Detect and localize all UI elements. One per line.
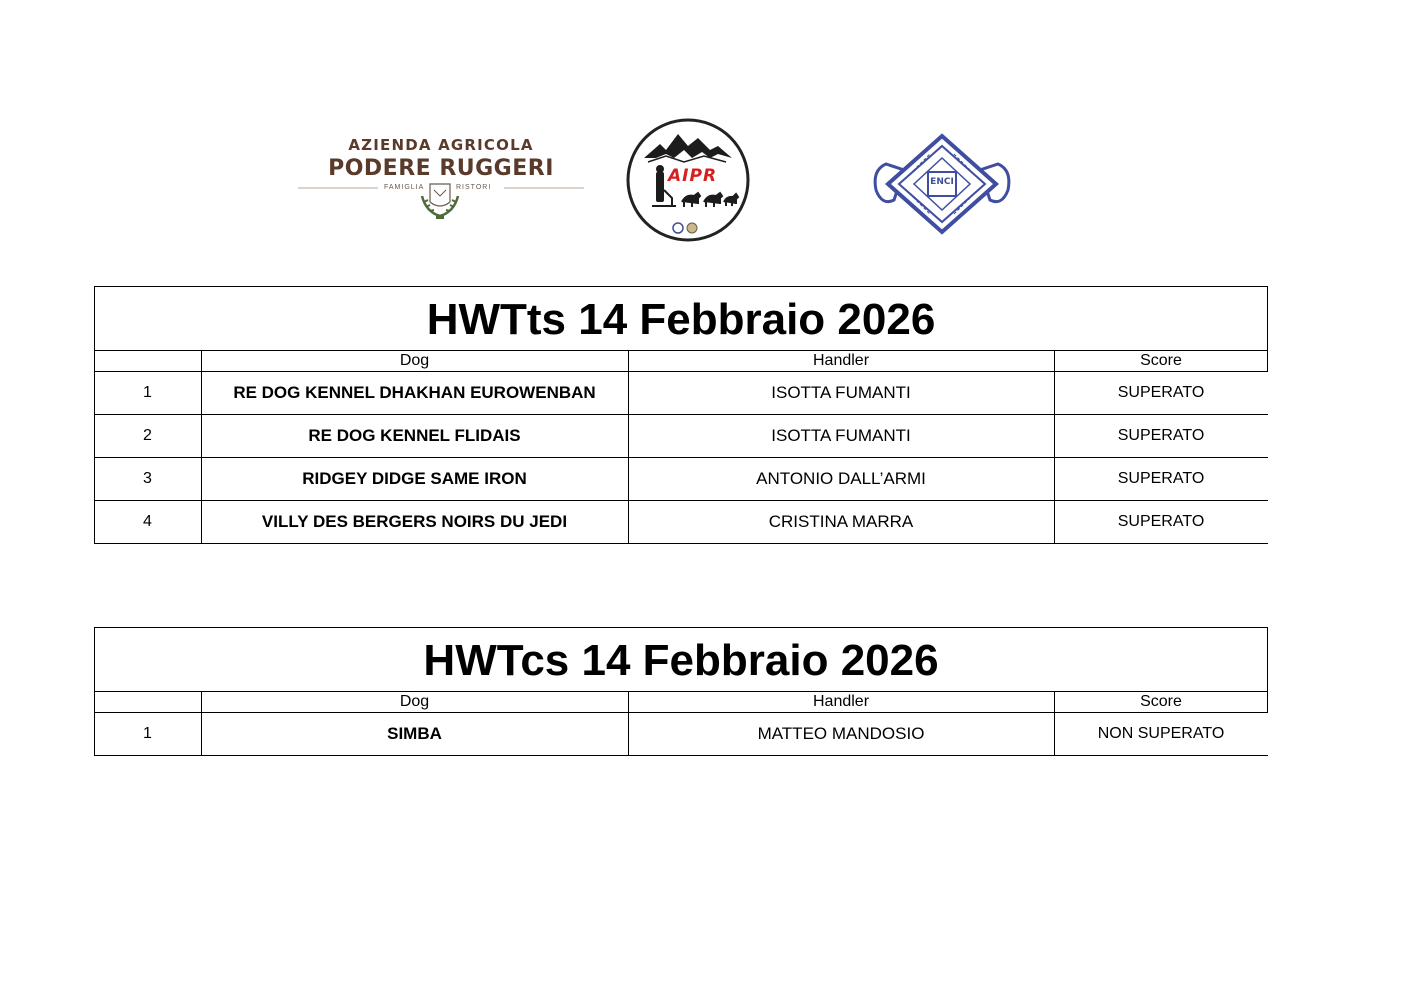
row-number: 3 xyxy=(143,470,152,487)
column-header-dog: Dog xyxy=(399,351,430,369)
column-header-handler: Handler xyxy=(812,351,870,369)
table-title-box xyxy=(94,286,1268,351)
table-title-box xyxy=(94,627,1268,692)
podere-ruggeri-logo xyxy=(298,128,584,224)
results-table-hwtts xyxy=(94,286,1268,543)
dog-name: RE DOG KENNEL FLIDAIS xyxy=(308,426,521,445)
handler-name: ANTONIO DALL’ARMI xyxy=(756,469,926,488)
column-header-score: Score xyxy=(1140,351,1182,369)
score-value: SUPERATO xyxy=(1117,427,1205,444)
podere-shield-icon xyxy=(418,176,462,222)
grid-line xyxy=(94,350,95,543)
table-header-row xyxy=(94,691,1268,712)
podere-logo-line1: AZIENDA AGRICOLA xyxy=(348,136,534,154)
score-value: SUPERATO xyxy=(1117,384,1205,401)
grid-line xyxy=(1267,691,1268,712)
dog-name: RE DOG KENNEL DHAKHAN EUROWENBAN xyxy=(233,383,596,402)
table-header-row xyxy=(94,350,1268,371)
table-row xyxy=(94,501,1268,544)
handler-name: CRISTINA MARRA xyxy=(768,512,914,531)
grid-line xyxy=(628,350,629,543)
table-body xyxy=(94,371,1268,544)
grid-line xyxy=(201,691,202,756)
grid-line xyxy=(201,350,202,543)
grid-line xyxy=(1054,691,1055,756)
grid-line xyxy=(628,691,629,756)
table-row xyxy=(94,372,1268,415)
column-header-handler: Handler xyxy=(812,692,870,710)
grid-line xyxy=(1054,350,1055,543)
grid-line xyxy=(94,691,95,756)
handler-name: ISOTTA FUMANTI xyxy=(771,383,911,402)
table-row xyxy=(94,458,1268,501)
column-header-dog: Dog xyxy=(399,692,430,710)
row-number: 2 xyxy=(143,427,152,444)
grid-line xyxy=(1267,350,1268,371)
podere-logo-line2: PODERE RUGGERI xyxy=(328,156,554,181)
enci-logo-letters: ENCI xyxy=(930,177,954,187)
enci-logo xyxy=(872,130,1012,238)
table-row xyxy=(94,713,1268,756)
dog-name: SIMBA xyxy=(387,724,442,743)
podere-logo-sub-right: RISTORI xyxy=(456,184,492,191)
aipr-logo xyxy=(626,118,750,242)
table-title: HWTts 14 Febbraio 2026 xyxy=(426,294,936,344)
score-value: SUPERATO xyxy=(1117,513,1205,530)
table-title: HWTcs 14 Febbraio 2026 xyxy=(423,635,939,685)
handler-name: MATTEO MANDOSIO xyxy=(757,724,925,743)
handler-name: ISOTTA FUMANTI xyxy=(771,426,911,445)
table-body xyxy=(94,712,1268,756)
dog-name: RIDGEY DIDGE SAME IRON xyxy=(302,469,527,488)
dog-name: VILLY DES BERGERS NOIRS DU JEDI xyxy=(261,512,568,531)
row-number: 1 xyxy=(143,725,152,742)
score-value: NON SUPERATO xyxy=(1097,725,1225,742)
row-number: 4 xyxy=(143,513,152,530)
row-number: 1 xyxy=(143,384,152,401)
score-value: SUPERATO xyxy=(1117,470,1205,487)
table-row xyxy=(94,415,1268,458)
results-table-hwtcs xyxy=(94,627,1268,756)
aipr-logo-text: AIPR xyxy=(668,166,718,186)
podere-logo-sub-left: FAMIGLIA xyxy=(384,184,425,191)
column-header-score: Score xyxy=(1140,692,1182,710)
